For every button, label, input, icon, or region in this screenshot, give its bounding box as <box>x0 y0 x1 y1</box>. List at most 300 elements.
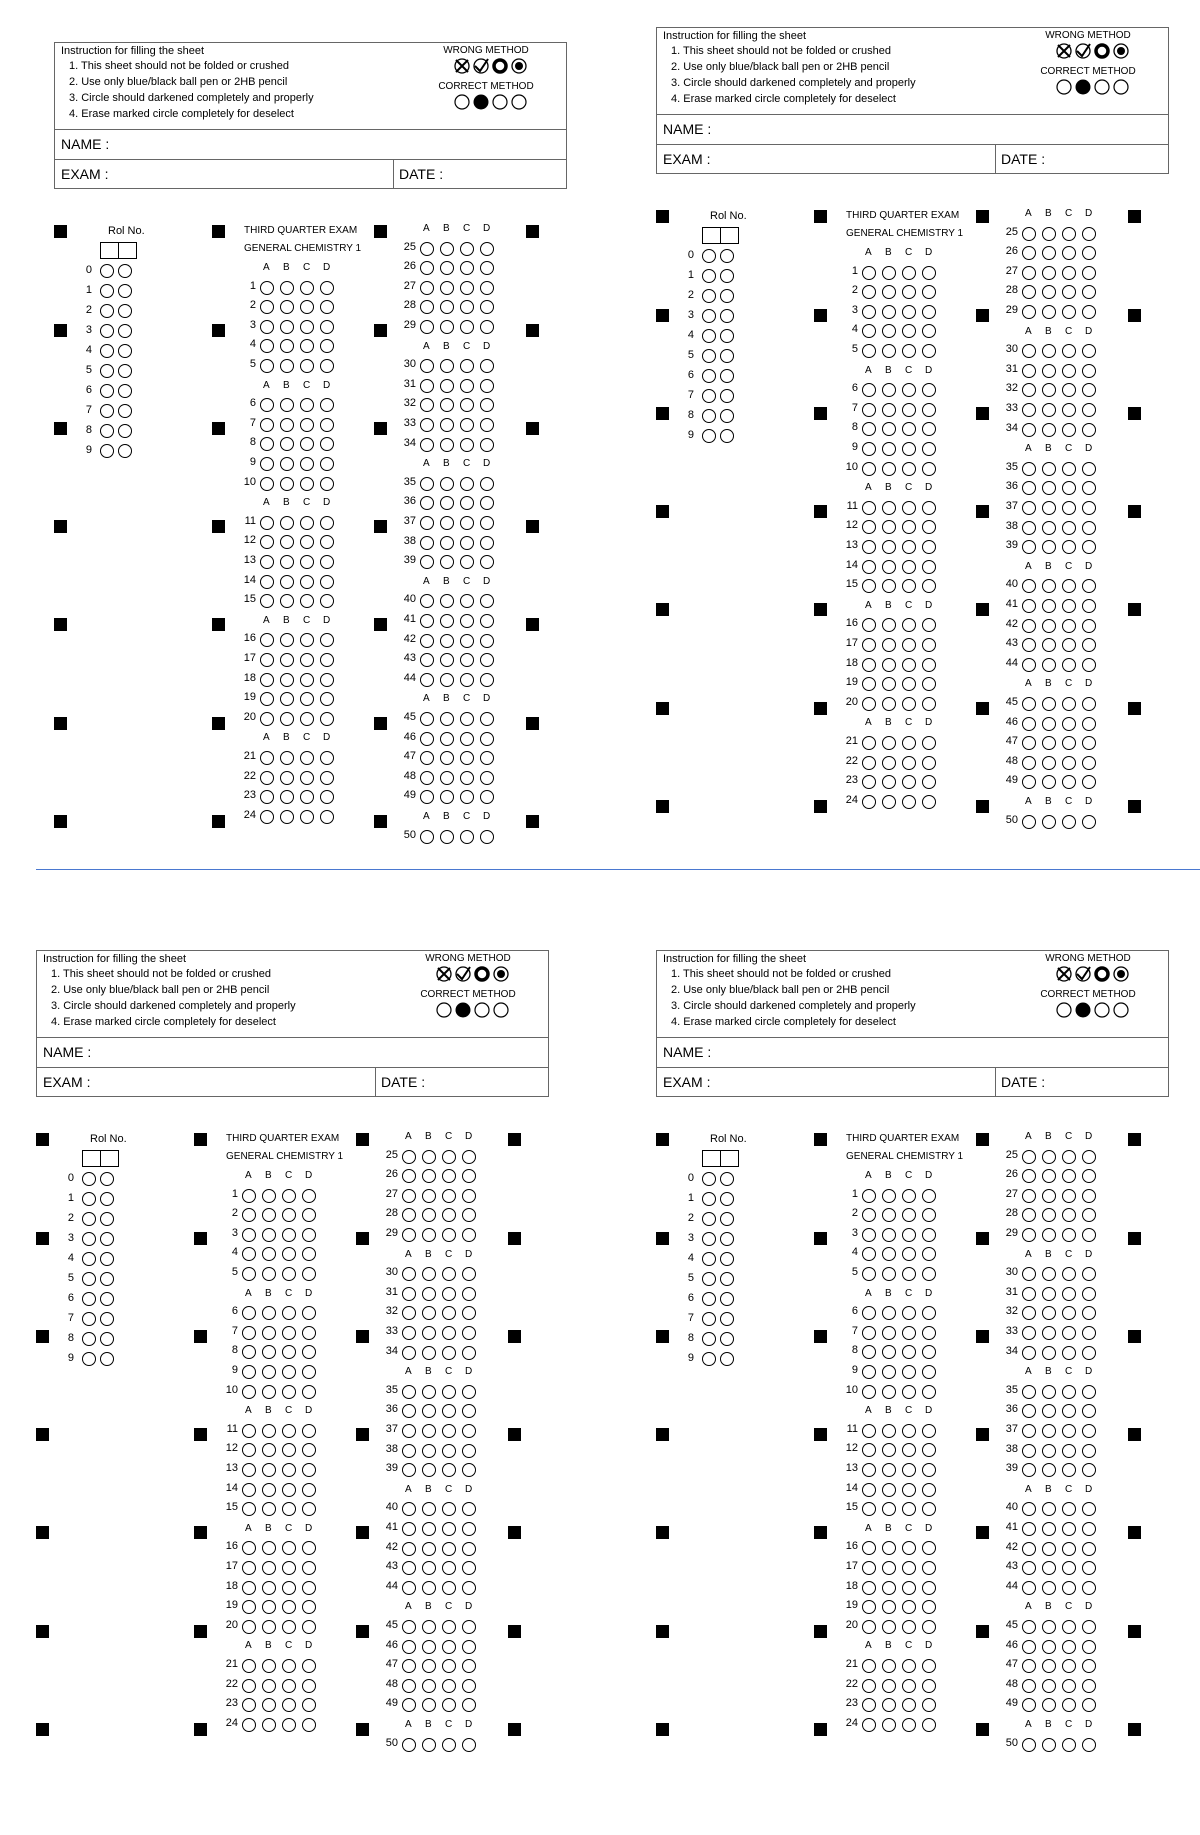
answer-bubble[interactable] <box>922 1502 936 1516</box>
answer-bubble[interactable] <box>862 1541 876 1555</box>
answer-bubble[interactable] <box>442 1738 456 1752</box>
answer-bubble[interactable] <box>440 830 454 844</box>
answer-bubble[interactable] <box>280 790 294 804</box>
answer-bubble[interactable] <box>902 305 916 319</box>
roll-bubble[interactable] <box>720 1172 734 1186</box>
answer-bubble[interactable] <box>882 1679 896 1693</box>
answer-bubble[interactable] <box>882 520 896 534</box>
answer-bubble[interactable] <box>420 281 434 295</box>
answer-bubble[interactable] <box>1062 364 1076 378</box>
answer-bubble[interactable] <box>462 1444 476 1458</box>
answer-bubble[interactable] <box>402 1404 416 1418</box>
answer-bubble[interactable] <box>282 1189 296 1203</box>
answer-bubble[interactable] <box>1082 1424 1096 1438</box>
answer-bubble[interactable] <box>1042 521 1056 535</box>
roll-bubble[interactable] <box>702 329 716 343</box>
answer-bubble[interactable] <box>1082 344 1096 358</box>
answer-bubble[interactable] <box>1082 1640 1096 1654</box>
answer-bubble[interactable] <box>882 1502 896 1516</box>
answer-bubble[interactable] <box>440 594 454 608</box>
answer-bubble[interactable] <box>1082 1306 1096 1320</box>
answer-bubble[interactable] <box>302 1581 316 1595</box>
answer-bubble[interactable] <box>1022 403 1036 417</box>
answer-bubble[interactable] <box>1062 1424 1076 1438</box>
answer-bubble[interactable] <box>1082 1326 1096 1340</box>
answer-bubble[interactable] <box>280 751 294 765</box>
answer-bubble[interactable] <box>1062 638 1076 652</box>
answer-bubble[interactable] <box>442 1169 456 1183</box>
answer-bubble[interactable] <box>460 751 474 765</box>
answer-bubble[interactable] <box>442 1306 456 1320</box>
roll-digit-box[interactable] <box>100 1150 119 1167</box>
answer-bubble[interactable] <box>902 1581 916 1595</box>
answer-bubble[interactable] <box>1062 756 1076 770</box>
answer-bubble[interactable] <box>1062 1522 1076 1536</box>
roll-bubble[interactable] <box>118 344 132 358</box>
answer-bubble[interactable] <box>460 398 474 412</box>
roll-bubble[interactable] <box>720 389 734 403</box>
answer-bubble[interactable] <box>420 614 434 628</box>
roll-bubble[interactable] <box>100 304 114 318</box>
answer-bubble[interactable] <box>1082 756 1096 770</box>
answer-bubble[interactable] <box>862 1189 876 1203</box>
answer-bubble[interactable] <box>902 1365 916 1379</box>
answer-bubble[interactable] <box>280 477 294 491</box>
answer-bubble[interactable] <box>1082 403 1096 417</box>
roll-bubble[interactable] <box>82 1332 96 1346</box>
answer-bubble[interactable] <box>902 462 916 476</box>
answer-bubble[interactable] <box>462 1561 476 1575</box>
answer-bubble[interactable] <box>862 1385 876 1399</box>
answer-bubble[interactable] <box>1062 717 1076 731</box>
roll-bubble[interactable] <box>720 1332 734 1346</box>
answer-bubble[interactable] <box>1082 266 1096 280</box>
answer-bubble[interactable] <box>320 398 334 412</box>
roll-bubble[interactable] <box>100 1272 114 1286</box>
answer-bubble[interactable] <box>242 1443 256 1457</box>
answer-bubble[interactable] <box>442 1659 456 1673</box>
answer-bubble[interactable] <box>462 1150 476 1164</box>
answer-bubble[interactable] <box>262 1247 276 1261</box>
answer-bubble[interactable] <box>922 1698 936 1712</box>
answer-bubble[interactable] <box>862 383 876 397</box>
answer-bubble[interactable] <box>922 775 936 789</box>
answer-bubble[interactable] <box>302 1228 316 1242</box>
answer-bubble[interactable] <box>1062 1150 1076 1164</box>
roll-bubble[interactable] <box>100 424 114 438</box>
answer-bubble[interactable] <box>1082 1502 1096 1516</box>
roll-bubble[interactable] <box>720 249 734 263</box>
answer-bubble[interactable] <box>320 339 334 353</box>
answer-bubble[interactable] <box>460 496 474 510</box>
answer-bubble[interactable] <box>902 638 916 652</box>
answer-bubble[interactable] <box>462 1463 476 1477</box>
answer-bubble[interactable] <box>1062 521 1076 535</box>
answer-bubble[interactable] <box>1022 1659 1036 1673</box>
roll-bubble[interactable] <box>118 284 132 298</box>
answer-bubble[interactable] <box>1062 1346 1076 1360</box>
answer-bubble[interactable] <box>262 1424 276 1438</box>
answer-bubble[interactable] <box>422 1169 436 1183</box>
answer-bubble[interactable] <box>422 1522 436 1536</box>
answer-bubble[interactable] <box>922 618 936 632</box>
roll-bubble[interactable] <box>118 304 132 318</box>
roll-bubble[interactable] <box>702 389 716 403</box>
answer-bubble[interactable] <box>922 305 936 319</box>
answer-bubble[interactable] <box>1042 1306 1056 1320</box>
roll-bubble[interactable] <box>100 1332 114 1346</box>
answer-bubble[interactable] <box>242 1502 256 1516</box>
answer-bubble[interactable] <box>1082 501 1096 515</box>
answer-bubble[interactable] <box>1082 1208 1096 1222</box>
answer-bubble[interactable] <box>1062 1561 1076 1575</box>
answer-bubble[interactable] <box>882 1424 896 1438</box>
answer-bubble[interactable] <box>902 1228 916 1242</box>
answer-bubble[interactable] <box>862 305 876 319</box>
answer-bubble[interactable] <box>262 1267 276 1281</box>
answer-bubble[interactable] <box>402 1189 416 1203</box>
answer-bubble[interactable] <box>320 516 334 530</box>
answer-bubble[interactable] <box>882 638 896 652</box>
answer-bubble[interactable] <box>882 305 896 319</box>
answer-bubble[interactable] <box>422 1463 436 1477</box>
answer-bubble[interactable] <box>882 403 896 417</box>
answer-bubble[interactable] <box>480 398 494 412</box>
answer-bubble[interactable] <box>262 1365 276 1379</box>
answer-bubble[interactable] <box>882 285 896 299</box>
answer-bubble[interactable] <box>320 457 334 471</box>
answer-bubble[interactable] <box>442 1444 456 1458</box>
answer-bubble[interactable] <box>282 1581 296 1595</box>
answer-bubble[interactable] <box>280 300 294 314</box>
roll-bubble[interactable] <box>702 1352 716 1366</box>
roll-bubble[interactable] <box>702 1212 716 1226</box>
answer-bubble[interactable] <box>922 1443 936 1457</box>
answer-bubble[interactable] <box>420 732 434 746</box>
answer-bubble[interactable] <box>422 1287 436 1301</box>
answer-bubble[interactable] <box>922 560 936 574</box>
answer-bubble[interactable] <box>262 1620 276 1634</box>
answer-bubble[interactable] <box>280 771 294 785</box>
answer-bubble[interactable] <box>882 756 896 770</box>
answer-bubble[interactable] <box>320 712 334 726</box>
answer-bubble[interactable] <box>1042 1679 1056 1693</box>
answer-bubble[interactable] <box>442 1326 456 1340</box>
roll-bubble[interactable] <box>100 284 114 298</box>
roll-bubble[interactable] <box>100 1192 114 1206</box>
answer-bubble[interactable] <box>1062 1698 1076 1712</box>
answer-bubble[interactable] <box>862 403 876 417</box>
answer-bubble[interactable] <box>242 1365 256 1379</box>
answer-bubble[interactable] <box>1082 1346 1096 1360</box>
answer-bubble[interactable] <box>462 1424 476 1438</box>
answer-bubble[interactable] <box>1022 364 1036 378</box>
answer-bubble[interactable] <box>440 673 454 687</box>
answer-bubble[interactable] <box>1082 1581 1096 1595</box>
answer-bubble[interactable] <box>1082 1561 1096 1575</box>
answer-bubble[interactable] <box>902 1541 916 1555</box>
answer-bubble[interactable] <box>1062 501 1076 515</box>
exam-label[interactable]: EXAM : <box>663 151 711 167</box>
roll-bubble[interactable] <box>100 1352 114 1366</box>
answer-bubble[interactable] <box>460 242 474 256</box>
answer-bubble[interactable] <box>440 614 454 628</box>
answer-bubble[interactable] <box>1082 383 1096 397</box>
answer-bubble[interactable] <box>442 1150 456 1164</box>
answer-bubble[interactable] <box>402 1287 416 1301</box>
answer-bubble[interactable] <box>462 1169 476 1183</box>
answer-bubble[interactable] <box>462 1208 476 1222</box>
answer-bubble[interactable] <box>280 712 294 726</box>
answer-bubble[interactable] <box>300 810 314 824</box>
answer-bubble[interactable] <box>282 1483 296 1497</box>
roll-digit-box[interactable] <box>100 242 119 259</box>
answer-bubble[interactable] <box>260 516 274 530</box>
answer-bubble[interactable] <box>862 756 876 770</box>
answer-bubble[interactable] <box>1062 1444 1076 1458</box>
exam-label[interactable]: EXAM : <box>663 1074 711 1090</box>
answer-bubble[interactable] <box>320 300 334 314</box>
answer-bubble[interactable] <box>262 1443 276 1457</box>
answer-bubble[interactable] <box>1042 658 1056 672</box>
roll-bubble[interactable] <box>702 369 716 383</box>
answer-bubble[interactable] <box>1082 1189 1096 1203</box>
answer-bubble[interactable] <box>862 462 876 476</box>
answer-bubble[interactable] <box>1082 364 1096 378</box>
answer-bubble[interactable] <box>882 1306 896 1320</box>
answer-bubble[interactable] <box>480 359 494 373</box>
answer-bubble[interactable] <box>280 555 294 569</box>
answer-bubble[interactable] <box>420 673 434 687</box>
answer-bubble[interactable] <box>882 501 896 515</box>
answer-bubble[interactable] <box>1042 1698 1056 1712</box>
answer-bubble[interactable] <box>300 359 314 373</box>
answer-bubble[interactable] <box>282 1345 296 1359</box>
answer-bubble[interactable] <box>1042 344 1056 358</box>
answer-bubble[interactable] <box>882 1659 896 1673</box>
answer-bubble[interactable] <box>280 437 294 451</box>
answer-bubble[interactable] <box>1082 1287 1096 1301</box>
answer-bubble[interactable] <box>442 1698 456 1712</box>
answer-bubble[interactable] <box>302 1718 316 1732</box>
answer-bubble[interactable] <box>260 810 274 824</box>
answer-bubble[interactable] <box>242 1600 256 1614</box>
answer-bubble[interactable] <box>862 442 876 456</box>
answer-bubble[interactable] <box>862 1600 876 1614</box>
answer-bubble[interactable] <box>862 677 876 691</box>
answer-bubble[interactable] <box>902 1306 916 1320</box>
answer-bubble[interactable] <box>862 618 876 632</box>
answer-bubble[interactable] <box>440 281 454 295</box>
answer-bubble[interactable] <box>302 1326 316 1340</box>
answer-bubble[interactable] <box>402 1346 416 1360</box>
answer-bubble[interactable] <box>902 1698 916 1712</box>
answer-bubble[interactable] <box>1082 1659 1096 1673</box>
roll-bubble[interactable] <box>100 444 114 458</box>
answer-bubble[interactable] <box>922 344 936 358</box>
roll-bubble[interactable] <box>118 424 132 438</box>
answer-bubble[interactable] <box>422 1502 436 1516</box>
answer-bubble[interactable] <box>460 359 474 373</box>
answer-bubble[interactable] <box>882 1267 896 1281</box>
answer-bubble[interactable] <box>862 1365 876 1379</box>
answer-bubble[interactable] <box>862 344 876 358</box>
answer-bubble[interactable] <box>280 673 294 687</box>
answer-bubble[interactable] <box>282 1228 296 1242</box>
answer-bubble[interactable] <box>1022 638 1036 652</box>
answer-bubble[interactable] <box>1022 658 1036 672</box>
answer-bubble[interactable] <box>242 1463 256 1477</box>
answer-bubble[interactable] <box>1062 383 1076 397</box>
roll-bubble[interactable] <box>720 1212 734 1226</box>
answer-bubble[interactable] <box>442 1385 456 1399</box>
answer-bubble[interactable] <box>1022 736 1036 750</box>
answer-bubble[interactable] <box>422 1698 436 1712</box>
answer-bubble[interactable] <box>442 1522 456 1536</box>
roll-bubble[interactable] <box>118 384 132 398</box>
answer-bubble[interactable] <box>902 383 916 397</box>
answer-bubble[interactable] <box>260 692 274 706</box>
answer-bubble[interactable] <box>402 1659 416 1673</box>
answer-bubble[interactable] <box>1082 1404 1096 1418</box>
answer-bubble[interactable] <box>302 1385 316 1399</box>
answer-bubble[interactable] <box>480 771 494 785</box>
answer-bubble[interactable] <box>262 1385 276 1399</box>
answer-bubble[interactable] <box>902 756 916 770</box>
answer-bubble[interactable] <box>1022 1404 1036 1418</box>
answer-bubble[interactable] <box>1022 1346 1036 1360</box>
roll-bubble[interactable] <box>118 364 132 378</box>
roll-bubble[interactable] <box>702 1272 716 1286</box>
roll-bubble[interactable] <box>100 1252 114 1266</box>
answer-bubble[interactable] <box>902 560 916 574</box>
answer-bubble[interactable] <box>1082 736 1096 750</box>
answer-bubble[interactable] <box>460 790 474 804</box>
answer-bubble[interactable] <box>462 1287 476 1301</box>
answer-bubble[interactable] <box>902 1267 916 1281</box>
answer-bubble[interactable] <box>440 771 454 785</box>
answer-bubble[interactable] <box>1082 1698 1096 1712</box>
answer-bubble[interactable] <box>902 1483 916 1497</box>
name-field[interactable] <box>55 129 566 160</box>
answer-bubble[interactable] <box>300 418 314 432</box>
answer-bubble[interactable] <box>862 638 876 652</box>
answer-bubble[interactable] <box>402 1150 416 1164</box>
answer-bubble[interactable] <box>402 1424 416 1438</box>
answer-bubble[interactable] <box>422 1738 436 1752</box>
roll-digit-box[interactable] <box>702 227 721 244</box>
answer-bubble[interactable] <box>422 1150 436 1164</box>
answer-bubble[interactable] <box>442 1463 456 1477</box>
answer-bubble[interactable] <box>1062 1620 1076 1634</box>
answer-bubble[interactable] <box>1022 815 1036 829</box>
answer-bubble[interactable] <box>1022 227 1036 241</box>
answer-bubble[interactable] <box>1062 736 1076 750</box>
answer-bubble[interactable] <box>300 320 314 334</box>
answer-bubble[interactable] <box>1022 599 1036 613</box>
roll-bubble[interactable] <box>82 1232 96 1246</box>
roll-bubble[interactable] <box>100 364 114 378</box>
answer-bubble[interactable] <box>242 1561 256 1575</box>
answer-bubble[interactable] <box>922 658 936 672</box>
answer-bubble[interactable] <box>260 457 274 471</box>
answer-bubble[interactable] <box>440 496 454 510</box>
answer-bubble[interactable] <box>282 1679 296 1693</box>
answer-bubble[interactable] <box>242 1385 256 1399</box>
answer-bubble[interactable] <box>480 830 494 844</box>
exam-label[interactable]: EXAM : <box>43 1074 91 1090</box>
answer-bubble[interactable] <box>882 1561 896 1575</box>
answer-bubble[interactable] <box>480 261 494 275</box>
answer-bubble[interactable] <box>1062 1581 1076 1595</box>
answer-bubble[interactable] <box>1042 403 1056 417</box>
name-field[interactable] <box>37 1037 548 1068</box>
answer-bubble[interactable] <box>462 1542 476 1556</box>
answer-bubble[interactable] <box>422 1306 436 1320</box>
answer-bubble[interactable] <box>320 594 334 608</box>
answer-bubble[interactable] <box>242 1698 256 1712</box>
answer-bubble[interactable] <box>302 1659 316 1673</box>
answer-bubble[interactable] <box>1062 540 1076 554</box>
answer-bubble[interactable] <box>862 1247 876 1261</box>
name-field[interactable] <box>657 114 1168 145</box>
roll-bubble[interactable] <box>82 1252 96 1266</box>
answer-bubble[interactable] <box>462 1522 476 1536</box>
answer-bubble[interactable] <box>922 1541 936 1555</box>
answer-bubble[interactable] <box>1042 1404 1056 1418</box>
answer-bubble[interactable] <box>302 1541 316 1555</box>
answer-bubble[interactable] <box>1042 1326 1056 1340</box>
answer-bubble[interactable] <box>320 692 334 706</box>
answer-bubble[interactable] <box>902 1718 916 1732</box>
answer-bubble[interactable] <box>1042 1738 1056 1752</box>
answer-bubble[interactable] <box>1022 462 1036 476</box>
answer-bubble[interactable] <box>402 1679 416 1693</box>
answer-bubble[interactable] <box>442 1620 456 1634</box>
answer-bubble[interactable] <box>1082 717 1096 731</box>
roll-bubble[interactable] <box>702 349 716 363</box>
answer-bubble[interactable] <box>1082 521 1096 535</box>
answer-bubble[interactable] <box>480 673 494 687</box>
answer-bubble[interactable] <box>460 418 474 432</box>
answer-bubble[interactable] <box>902 285 916 299</box>
roll-bubble[interactable] <box>720 329 734 343</box>
answer-bubble[interactable] <box>460 438 474 452</box>
answer-bubble[interactable] <box>420 653 434 667</box>
answer-bubble[interactable] <box>302 1189 316 1203</box>
answer-bubble[interactable] <box>882 1581 896 1595</box>
answer-bubble[interactable] <box>420 359 434 373</box>
answer-bubble[interactable] <box>1082 619 1096 633</box>
answer-bubble[interactable] <box>862 1679 876 1693</box>
answer-bubble[interactable] <box>1082 1385 1096 1399</box>
answer-bubble[interactable] <box>460 261 474 275</box>
answer-bubble[interactable] <box>1082 658 1096 672</box>
answer-bubble[interactable] <box>902 344 916 358</box>
answer-bubble[interactable] <box>1042 481 1056 495</box>
answer-bubble[interactable] <box>1022 1385 1036 1399</box>
answer-bubble[interactable] <box>1022 1640 1036 1654</box>
answer-bubble[interactable] <box>882 658 896 672</box>
roll-digit-box[interactable] <box>720 1150 739 1167</box>
answer-bubble[interactable] <box>262 1189 276 1203</box>
answer-bubble[interactable] <box>1082 1679 1096 1693</box>
answer-bubble[interactable] <box>862 1424 876 1438</box>
answer-bubble[interactable] <box>402 1522 416 1536</box>
answer-bubble[interactable] <box>282 1463 296 1477</box>
answer-bubble[interactable] <box>1042 423 1056 437</box>
answer-bubble[interactable] <box>922 285 936 299</box>
